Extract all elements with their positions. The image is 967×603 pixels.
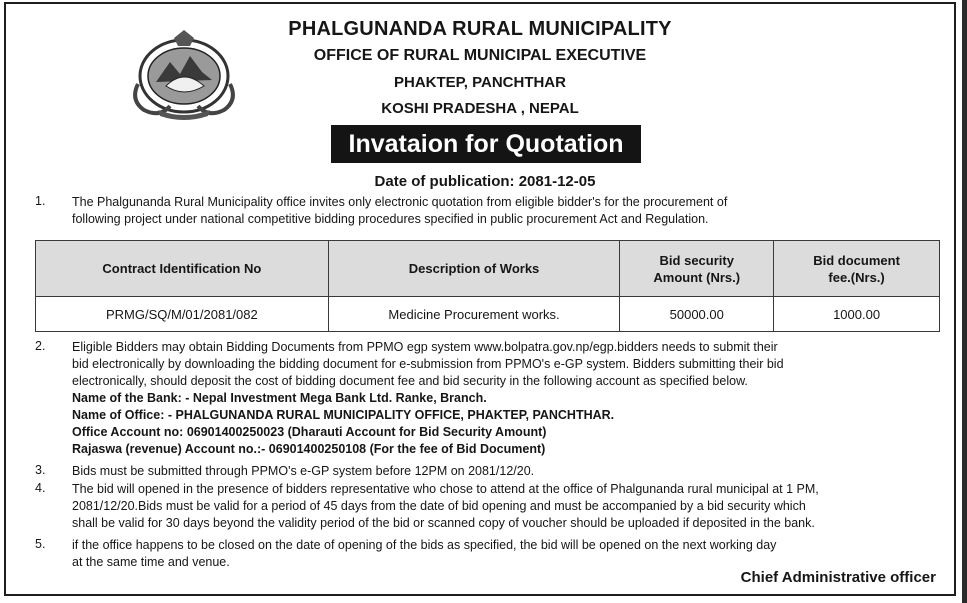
table-header-row	[36, 241, 940, 297]
text-line: if the office happens to be closed on the date of opening of the bids as specified, the bid will be opened on the next working day	[72, 538, 777, 552]
item-number: 2.	[35, 339, 46, 353]
table-row	[36, 297, 940, 332]
item-number: 5.	[35, 537, 46, 551]
municipality-name: PHALGUNANDA RURAL MUNICIPALITY	[288, 18, 672, 40]
text-line: shall be valid for 30 days beyond the validity period of the bid or scanned copy of voucher should be uploaded if deposited in the bank.	[72, 516, 815, 530]
office-account-line: Office Account no: 06901400250023 (Dharauti Account for Bid Security Amount)	[72, 425, 547, 439]
publication-date: Date of publication: 2081-12-05	[374, 173, 596, 190]
column-header-contract-id: Contract Identification No	[36, 241, 329, 297]
text-line: electronically, should deposit the cost of bidding document fee and bid security in the following account as specified below.	[72, 374, 748, 388]
header-text: fee.(Nrs.)	[828, 269, 885, 285]
item-number: 4.	[35, 481, 46, 495]
text-line: bid electronically by downloading the bidding document for e-submission from PPMO's e-GP system. Bidders submitting their bid	[72, 357, 784, 371]
item-5-text	[72, 537, 938, 571]
item-2-text	[72, 339, 938, 458]
header-text: Bid security	[659, 252, 734, 268]
text-line: The Phalgunanda Rural Municipality office invites only electronic quotation from eligible bidder's for the procurement of	[72, 195, 728, 209]
text-line: following project under national competitive bidding procedures specified in public procurement Act and Regulation.	[72, 212, 709, 226]
item-number: 3.	[35, 463, 46, 477]
column-header-bid-security	[620, 241, 774, 297]
item-3-text	[72, 463, 938, 480]
item-1-text	[72, 194, 938, 228]
description-cell: Medicine Procurement works.	[328, 297, 620, 332]
office-name-line: Name of Office: - PHALGUNANDA RURAL MUNICIPALITY OFFICE, PHAKTEP, PANCHTHAR.	[72, 408, 615, 422]
text-line: Eligible Bidders may obtain Bidding Documents from PPMO egp system www.bolpatra.gov.np/egp.bidders needs to submit their	[72, 340, 778, 354]
text-line: at the same time and venue.	[72, 555, 230, 569]
item-4-text	[72, 481, 938, 532]
signature-title: Chief Administrative officer	[740, 569, 936, 586]
item-number: 1.	[35, 194, 46, 208]
header-text: Bid document	[813, 252, 900, 268]
column-header-doc-fee	[774, 241, 940, 297]
office-name: OFFICE OF RURAL MUNICIPAL EXECUTIVE	[313, 47, 647, 64]
text-line: Bids must be submitted through PPMO's e-GP system before 12PM on 2081/12/20.	[72, 464, 535, 478]
bank-name-line: Name of the Bank: - Nepal Investment Mega Bank Ltd. Ranke, Branch.	[72, 391, 487, 405]
bid-security-cell: 50000.00	[620, 297, 774, 332]
revenue-account-line: Rajaswa (revenue) Account no.:- 06901400250108 (For the fee of Bid Document)	[72, 442, 546, 456]
column-header-description: Description of Works	[328, 241, 620, 297]
header-text: Amount (Nrs.)	[653, 269, 741, 285]
doc-fee-cell: 1000.00	[774, 297, 940, 332]
nepal-emblem-seal-icon	[130, 28, 238, 120]
scan-edge	[962, 0, 967, 603]
address-line: PHAKTEP, PANCHTHAR	[394, 74, 566, 91]
bid-table	[35, 240, 940, 332]
text-line: The bid will opened in the presence of bidders representative who chose to attend at the office of Phalgunanda rural municipal at 1 PM,	[72, 482, 819, 496]
notice-title-banner: Invataion for Quotation	[331, 125, 641, 163]
text-line: 2081/12/20.Bids must be valid for a period of 45 days from the date of bid opening and must be accompanied by a bid security which	[72, 499, 806, 513]
contract-id-cell: PRMG/SQ/M/01/2081/082	[36, 297, 329, 332]
province-line: KOSHI PRADESHA , NEPAL	[381, 100, 579, 117]
